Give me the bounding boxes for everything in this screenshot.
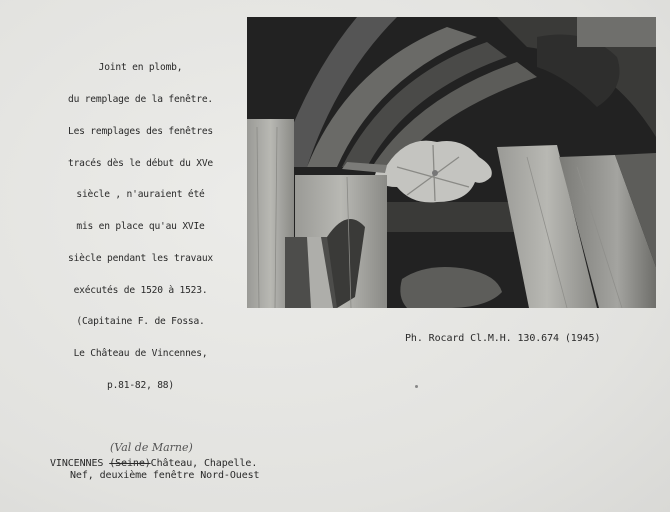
location-label bbox=[50, 458, 259, 481]
caption-line: Les remplages des fenêtres bbox=[68, 125, 213, 137]
photograph-image bbox=[247, 17, 656, 308]
caption-line: siècle , n'auraient été bbox=[76, 189, 205, 201]
photo-credit: Ph. Rocard Cl.M.H. 130.674 (1945) bbox=[405, 333, 601, 344]
caption-line: mis en place qu'au XVIe bbox=[76, 221, 205, 233]
caption-line: (Capitaine F. de Fossa. bbox=[76, 316, 205, 328]
caption-line: Joint en plomb, bbox=[98, 62, 183, 74]
location-detail: Nef, deuxième fenêtre Nord-Ouest bbox=[70, 469, 260, 481]
photo-caption bbox=[48, 42, 233, 413]
caption-line: p.81-82, 88) bbox=[107, 380, 174, 391]
mounted-photograph bbox=[247, 17, 656, 308]
caption-line: siècle pendant les travaux bbox=[68, 252, 213, 264]
caption-line: Le Château de Vincennes, bbox=[73, 348, 208, 360]
struck-department: (Seine) bbox=[109, 458, 151, 469]
caption-line: tracés dès le début du XVe bbox=[68, 157, 213, 169]
ink-mark bbox=[415, 385, 418, 388]
caption-line: exécutés de 1520 à 1523. bbox=[73, 284, 208, 296]
location-site: Château, Chapelle. bbox=[150, 458, 258, 469]
location-city: VINCENNES bbox=[50, 458, 104, 469]
handwritten-annotation: (Val de Marne) bbox=[110, 441, 193, 454]
caption-line: du remplage de la fenêtre. bbox=[68, 93, 213, 105]
